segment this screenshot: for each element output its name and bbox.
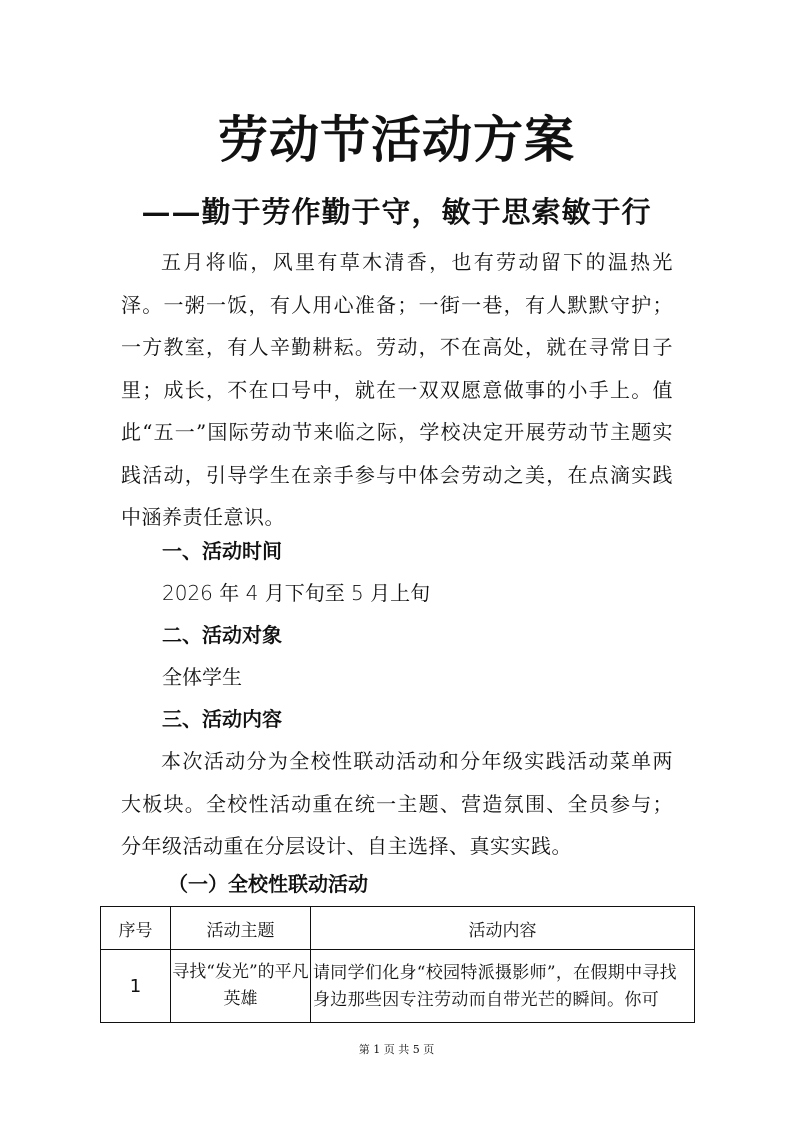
document-subtitle: ——勤于劳作勤于守，敏于思索敏于行	[141, 195, 652, 229]
table-header-number: 序号	[101, 907, 171, 950]
table-header-content: 活动内容	[311, 907, 695, 950]
section-heading-content: 三、活动内容	[162, 707, 282, 731]
intro-paragraph: 五月将临，风里有草木清香，也有劳动留下的温热光泽。一粥一饭，有人用心准备；一街一巷，有人默默守护；一方教室，有人辛勤耕耘。劳动，不在高处，就在寻常日子里；成长，不在口号中，就在一双双愿意做事的小手上。值此“五一”国际劳动节来临之际，学校决定开展劳动节主题实践活动，引导学生在亲手参与中体会劳动之美，在点滴实践中涵养责任意识。	[121, 250, 673, 529]
table-cell-theme: 寻找“发光”的平凡英雄	[171, 950, 311, 1023]
page-footer: 第 1 页 共 5 页	[358, 1043, 435, 1056]
activities-table	[100, 906, 695, 1023]
table-row	[101, 950, 695, 1023]
activity-time-text: 2026 年 4 月下旬至 5 月上旬	[162, 581, 431, 605]
document-title: 劳动节活动方案	[218, 110, 575, 169]
table-cell-number: 1	[101, 950, 171, 1023]
content-paragraph: 本次活动分为全校性联动活动和分年级实践活动菜单两大板块。全校性活动重在统一主题、营造氛围、全员参与；分年级活动重在分层设计、自主选择、真实实践。	[121, 749, 673, 858]
section-heading-target: 二、活动对象	[162, 623, 282, 647]
table-header-row	[101, 907, 695, 950]
table-cell-content: 请同学们化身“校园特派摄影师”，在假期中寻找身边那些因专注劳动而自带光芒的瞬间。你可	[311, 950, 695, 1023]
sub-heading-school-activities: （一）全校性联动活动	[168, 872, 368, 896]
section-heading-time: 一、活动时间	[162, 539, 282, 563]
table-header-theme: 活动主题	[171, 907, 311, 950]
activity-target-text: 全体学生	[162, 665, 242, 689]
